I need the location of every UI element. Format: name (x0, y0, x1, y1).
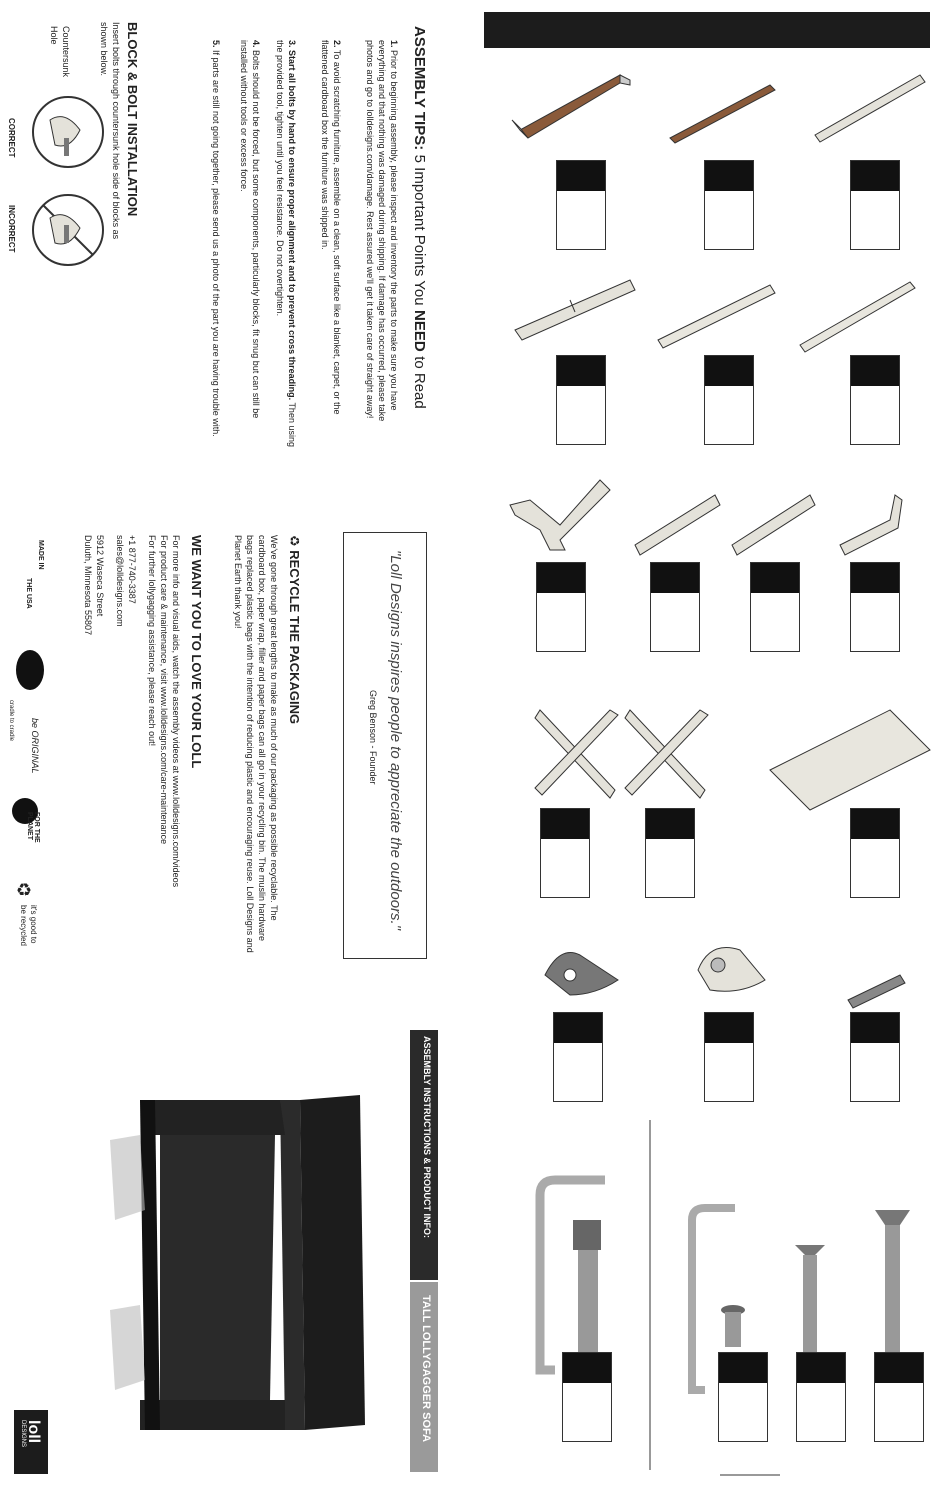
tip-4: 4. Bolts should not be forced, but some components, particularly blocks, fit snug but can still be installed without tools or excess force. (239, 40, 261, 419)
the-usa-label: THE USA (25, 578, 32, 609)
callout-box (645, 808, 695, 898)
callout-box (850, 355, 900, 445)
block-bolt-text: Insert bolts through countersunk hole side of blocks as shown below. (99, 22, 121, 240)
callout-box (750, 562, 800, 652)
callout-box (553, 1012, 603, 1102)
callout-box (850, 1012, 900, 1102)
part-arm-frame (510, 480, 610, 550)
header-bar (484, 12, 930, 48)
part-plate (848, 975, 905, 1008)
part-rail-grey-brackets (815, 75, 925, 142)
part-x-frame-right (625, 710, 708, 798)
cradle-label: cradle to cradle (8, 700, 14, 742)
love-heading: WE WANT YOU TO LOVE YOUR LOLL (189, 535, 204, 769)
tip-2: 2. To avoid scratching furniture, assemble on a clean, soft surface like a blanket, carpet, or the flattened cardboard box the furniture was shipped in. (320, 40, 342, 415)
part-x-frame-left (535, 710, 618, 798)
callout-box (562, 1352, 612, 1442)
part-rail-wood (670, 85, 775, 143)
block-bolt-heading: BLOCK & BOLT INSTALLATION (125, 22, 140, 217)
part-seat-slat (658, 285, 775, 348)
assembly-tips-heading: ASSEMBLY TIPS: 5 Important Points You NEED to Read (411, 26, 428, 409)
countersunk-hole-label: Countersunk Hole (49, 26, 71, 78)
incorrect-label: INCORRECT (7, 205, 16, 253)
email: sales@lolldesigns.com (115, 535, 125, 627)
callout-box (704, 355, 754, 445)
part-back-slat (800, 282, 915, 352)
callout-box (556, 160, 606, 250)
recycle-icon: ♻ (16, 880, 33, 900)
tip-1: 1. Prior to beginning assembly, please inspect and inventory the parts to make sure you have everything and that nothing was damaged during shipping. If damage has occurred, please take photos and go to lolldesigns.com/damage. Rest assured we'll get it taken care of straight away! (365, 40, 399, 422)
parts-illustrations (470, 50, 940, 1480)
part-rail-wood-brackets (512, 75, 630, 138)
correct-label: CORRECT (7, 118, 16, 158)
recycled-line-1: it's good to (29, 905, 38, 944)
quote-text: "Loll Designs inspires people to appreciate the outdoors." (387, 550, 404, 931)
love-line-3: For further lollygagging assistance, please reach out! (147, 535, 157, 747)
part-block-light (698, 948, 765, 992)
made-in-label: MADE IN (37, 540, 44, 570)
love-line-1: For more info and visual aids, watch the assembly videos at www.lolldesigns.com/videos (171, 535, 181, 888)
tip-5: 5. If parts are still not going together, please send us a photo of the part you are having trouble with. (211, 40, 221, 437)
sofa-illustration (100, 1080, 380, 1450)
callout-box (850, 160, 900, 250)
part-block-dark (545, 953, 618, 996)
one-percent-label: FOR THE PLANET (26, 812, 40, 843)
callout-box (650, 562, 700, 652)
callout-box (536, 562, 586, 652)
love-line-2: For product care & maintenance, visit www.lolldesigns.com/care-maintenance (159, 535, 169, 845)
part-bolt-short (721, 1305, 745, 1347)
part-seat-channel (515, 280, 635, 340)
beoriginal-label: be ORIGINAL (30, 718, 40, 774)
recycled-line-2: be recycled (19, 905, 28, 946)
phone: +1 877-740-3387 (127, 535, 137, 604)
quote-author: Greg Benson - Founder (368, 690, 378, 785)
callout-box (796, 1352, 846, 1442)
cradle-badge-icon (16, 650, 44, 690)
part-brace-a (635, 495, 720, 555)
block-bolt-diagrams (20, 90, 105, 280)
part-curved-support (840, 495, 902, 555)
part-seat-panel (770, 710, 930, 810)
quote-box (343, 532, 427, 959)
tip-3: 3. Start all bolts by hand to ensure proper alignment and to prevent cross threading. Then using the provided tool, tighten until you feel resistance. Do not overtighten. (275, 40, 297, 447)
logo-word: loll (25, 1420, 42, 1444)
logo-sub: DESIGNS (20, 1420, 26, 1448)
recycle-text: We've gone through great lengths to make as much of our packaging as possible recyclable. The cardboard box, paper wrap, filler and paper bags can all go in your recycling bin. The muslin hardware bags replaced plastic bags with the intention of reducing plastic and encouraging reuse. Loll Designs and Planet Earth thank you! (233, 535, 279, 953)
address-line-1: 5912 Waseca Street (95, 535, 105, 617)
address-line-2: Duluth, Minnesota 55807 (83, 535, 93, 636)
callout-box (718, 1352, 768, 1442)
callout-box (556, 355, 606, 445)
side-title-label: ASSEMBLY INSTRUCTIONS & PRODUCT INFO: (422, 1036, 432, 1239)
callout-box (850, 562, 900, 652)
recycle-heading: ♻ RECYCLE THE PACKAGING (287, 535, 302, 725)
callout-box (850, 808, 900, 898)
callout-box (704, 160, 754, 250)
part-brace-b (732, 495, 815, 555)
product-title: TALL LOLLYGAGGER SOFA (420, 1295, 432, 1443)
callout-box (540, 808, 590, 898)
callout-box (704, 1012, 754, 1102)
callout-box (874, 1352, 924, 1442)
